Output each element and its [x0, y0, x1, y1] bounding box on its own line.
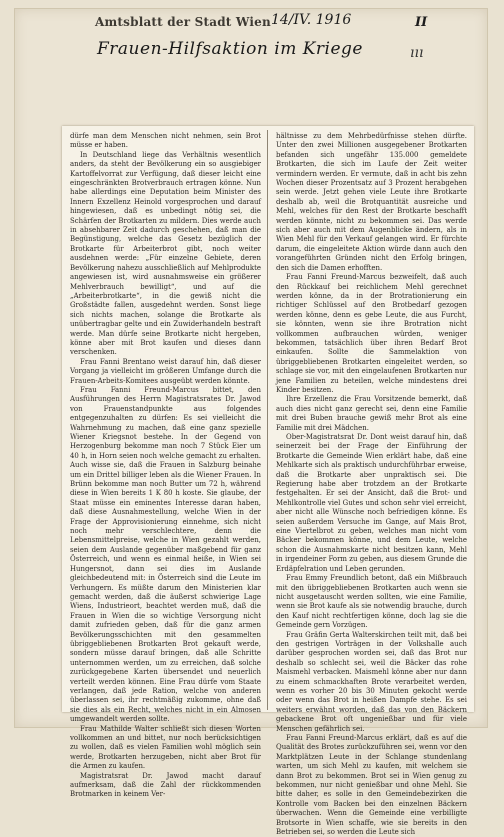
paragraph: Frau Fanni Freund-Marcus bezweifelt, daß auch den Rückkauf bei reichlichem Mehl gerechnet werden könne, da in der Brotrationierung ein richtiger Schlüssel auf den Brotbedarf gezogen werden könne, denn es gebe Leute, die aus Furcht, sie könnten, wenn sie ihre Brotration nicht vollkommen aufbrauchen würden, weniger bekommen, tatsächlich über ihren Bedarf Brot einkaufen. Sollte die Sammelaktion von übriggebliebenen Brotkarten eingeleitet werden, so schlage sie vor, mit den eingelaufenen Brotkarten nur jene Familien zu beteilen, welche mindestens drei Kinder besitzen.	[276, 273, 467, 394]
paragraph: Frau Fanni Freund-Marcus bittet, den Ausführungen des Herrn Magistratsrates Dr. Jawod von Frauenstandpunkte aus folgendes entgegenzuhalten zu dürfen: Es sei vielleicht die Wahrnehmung zu machen, daß eine ganz spezielle Wiener Kriegsnot bestehe. In der Gegend von Herzogenburg bekomme man noch 7 Stück Eier um 40 h, in Horn seien noch welche gemacht zu erhalten. Auch wisse sie, daß die Frauen in Salzburg beinahe um ein Drittel billiger leben als die Wiener Frauen. In Brünn bekomme man noch Butter um 72 h, während diese in Wien bereits 1 K 80 h koste. Sie glaube, der Staat müsse ein eminentes Interesse daran haben, daß diese Ausnahmestellung, welche Wien in der Frage der Approvisionierung einnehme, sich nicht noch mehr verschlechtere, denn die Lebensmittelpreise, welche in Wien gezahlt werden, seien dem Auslande gegenüber maßgebend für ganz Österreich, und wenn es einmal heiße, in Wien sei Hungersnot, dann sei dies im Auslande gleichbedeutend mit: in Österreich sind die Leute im Verhungern. Es müßte darum den Ministerien klar gemacht werden, daß die äußerst schwierige Lage Wiens, Industrieort, beachtet werden muß, daß die Frauen in Wien die so wichtige Versorgung nicht damit zufrieden geben, daß für die ganz armen Bevölkerungsschichten mit den gesammelten übriggebliebenen Brotkarten Brot gekauft werde, sondern müsse darauf bringen, daß alle Schritte unternommen werden, um zu erreichen, daß solche zurückgegebene Karten übersendet und neuerlich verteilt werden können. Eine Frau dürfe vom Staate verlangen, daß jede Ration, welche von anderen überlassen sei, ihr rechtmäßig zukomme, ohne daß sie dies als ein Recht, welches nicht in ein Almosen umgewandelt werden sollte.	[70, 385, 261, 724]
handwritten-mark: ııı	[410, 45, 424, 61]
paragraph: Frau Gräfin Gerta Walterskirchen teilt mit, daß bei den gestrigen Vorträgen in der Volkshalle auch darüber gesprochen worden sei, daß das Brot nur deshalb so schlecht sei, weil die Bäcker das rohe Maismehl verbacken. Maismehl könne aber nur dann zu einem schmackhaften Brote verarbeitet werden, wenn es vorher 20 bis 30 Minuten gekocht werde oder wenn das Brot in heißen Dampfe stehe. Es sei weiters erwähnt worden, daß das von den Bäckern gebackene Brot oft ungenießbar und für viele Menschen gefährlich sei.	[276, 630, 467, 733]
archive-sheet	[14, 8, 488, 837]
masthead: Amtsblatt der Stadt Wien	[95, 15, 271, 29]
article-column-left	[70, 132, 261, 799]
handwritten-title: Frauen-Hilfsaktion im Kriege	[97, 39, 363, 59]
paragraph: Frau Emmy Freundlich betont, daß ein Mißbrauch mit den übriggebliebenen Brotkarten auch wenn sie nicht ausgetauscht werden sollten, wie eine Familie, wenn sie Brot kaufe als sie notwendig brauche, durch den Kauf nicht rechtfertigen könne, doch lag sie die Gemeinde gern Vorzügen.	[276, 574, 467, 630]
paragraph: Frau Fanni Freund-Marcus erklärt, daß es auf die Qualität des Brotes zurückzuführen sei, wenn vor den Marktplätzen Leute in der Schlange stundenlang warten, um sich Mehl zu kaufen, mit welchem sie dann Brot zu bekommen. Brot sei in Wien genug zu bekommen, nur nicht genießbar und ohne Mehl. Sie bitte daher, es solle in den Gemeindebezirken die Kontrolle vom Backen bei den einzelnen Bäckern überwachen. Wenn die Gemeinde eine verbilligte Brotsorte in Wien schaffe, wie sie bereits in den Betrieben sei, so werden die Leute sich	[276, 734, 467, 837]
column-divider	[267, 130, 268, 710]
paragraph: Magistratsrat Dr. Jawod macht darauf aufmerksam, daß die Zahl der rückkommenden Brotmarken in keinem Ver-	[70, 771, 261, 799]
handwritten-date: 14/IV. 1916	[271, 12, 352, 28]
paragraph: Frau Mathilde Walter schließt sich diesen Worten vollkommen an und bittet, nur noch berücksichtigen zu wollen, daß es vielen Familien wohl möglich sein werde, Brotkarten herzugeben, nicht aber Brot für die Armen zu kaufen.	[70, 724, 261, 771]
paragraph: Frau Fanni Brentano weist darauf hin, daß dieser Vorgang ja vielleicht im größeren Umfange durch die Frauen-Arbeits-Komitees ausgeübt werden könnte.	[70, 357, 261, 385]
paragraph: Ihre Erzellenz die Frau Vorsitzende bemerkt, daß auch dies nicht ganz gerecht sei, denn eine Familie mit drei Buben brauche gewiß mehr Brot als eine Familie mit drei Mädchen.	[276, 395, 467, 432]
article-column-right	[276, 132, 467, 837]
paragraph: In Deutschland liege das Verhältnis wesentlich anders, da steht der Bevölkerung ein so ausgiebiger Kartoffelvorrat zur Verfügung, daß dieser leicht eine eingeschränkten Brotverbrauch ertragen könne. Nun habe allerdings eine Deputation beim Minister des Innern Exzellenz Heinold vorgesprochen und darauf hingewiesen, daß es unbedingt nötig sei, die Schärfen der Brotkarten zu mildern. Dies werde auch in absehbarer Zeit dadurch geschehen, daß man die Begünstigung, welche das Gesetz bezüglich der Brotkarte für Arbeiterbrot gibt, noch weiter ausdehnen werde: „Für einzelne Gebiete, deren Bevölkerung nahezu ausschließlich auf Mehlprodukte angewiesen ist, wird ausnahmsweise ein größerer Mehlverbrauch bewilligt“, und auf die „Arbeiterbrotkarte“, in die gewiß nicht die Großstädte fallen, ausgedehnt werden. Sonst liege sich nichts machen, solange die Brotkarte als unübertragbar gelte und ein Zuwiderhandeln bestraft werde. Man dürfe seine Brotkarte nicht hergeben, könne aber mit Brot kaufen und dieses dann verschenken.	[70, 150, 261, 357]
paragraph: dürfe man dem Menschen nicht nehmen, sein Brot müsse er haben.	[70, 132, 261, 150]
newspaper-clipping	[62, 126, 474, 837]
paragraph: Ober-Magistratsrat Dr. Dont weist darauf hin, daß seinerzeit bei der Frage der Einführung der Brotkarte die Gemeinde Wien erklärt habe, daß eine Mehlkarte sich als praktisch undurchführbar erweise, daß die Brotkarte aber unpraktisch sei. Die Regierung habe aber trotzdem an der Brotkarte festgehalten. Er sei der Ansicht, daß die Brot- und Mehlkontrolle viel Gutes und schon sehr viel erreicht, aber nicht alle Wünsche noch befriedigen könne. Es seien außerdem Versuche im Gange, auf Mais Brot, eine Viertelbrot zu geben, welches man nicht vom Bäcker bekommen könne, und dem Leute, welche schon die Ausnahmskarte nicht besitzen kann, Mehl in irgendeiner Form zu geben, aus diesem Grunde die Erdäpfelration und Leben gerunden.	[276, 433, 467, 573]
paragraph: hältnisse zu dem Mehrbedürfnisse stehen dürfte. Unter den zwei Millionen ausgegebener Brotkarten befanden sich ungefähr 135.000 gemeldete Brotkarten, die sich im Laufe der Zeit weiter vermindern werden. Er vermute, daß in acht bis zehn Wochen dieser Prozentsatz auf 3 Prozent herabgehen sein werde. Jetzt gehen viele Leute ihre Brotkarte deshalb ab, weil die Brotquantität ausreiche und Mehl, welches für den Rest der Brotkarte beschafft werden könnte, nicht zu bekommen sei. Das werde sich aber auch mit dem Augenblicke ändern, als in Wien Mehl für den Verkauf gelangen wird. Er fürchte darum, die eingeleitete Aktion würde dann auch den vorangeführten Gründen nicht den Erfolg bringen, den sich die Damen erhofften.	[276, 132, 467, 272]
page-number: II	[415, 15, 428, 30]
